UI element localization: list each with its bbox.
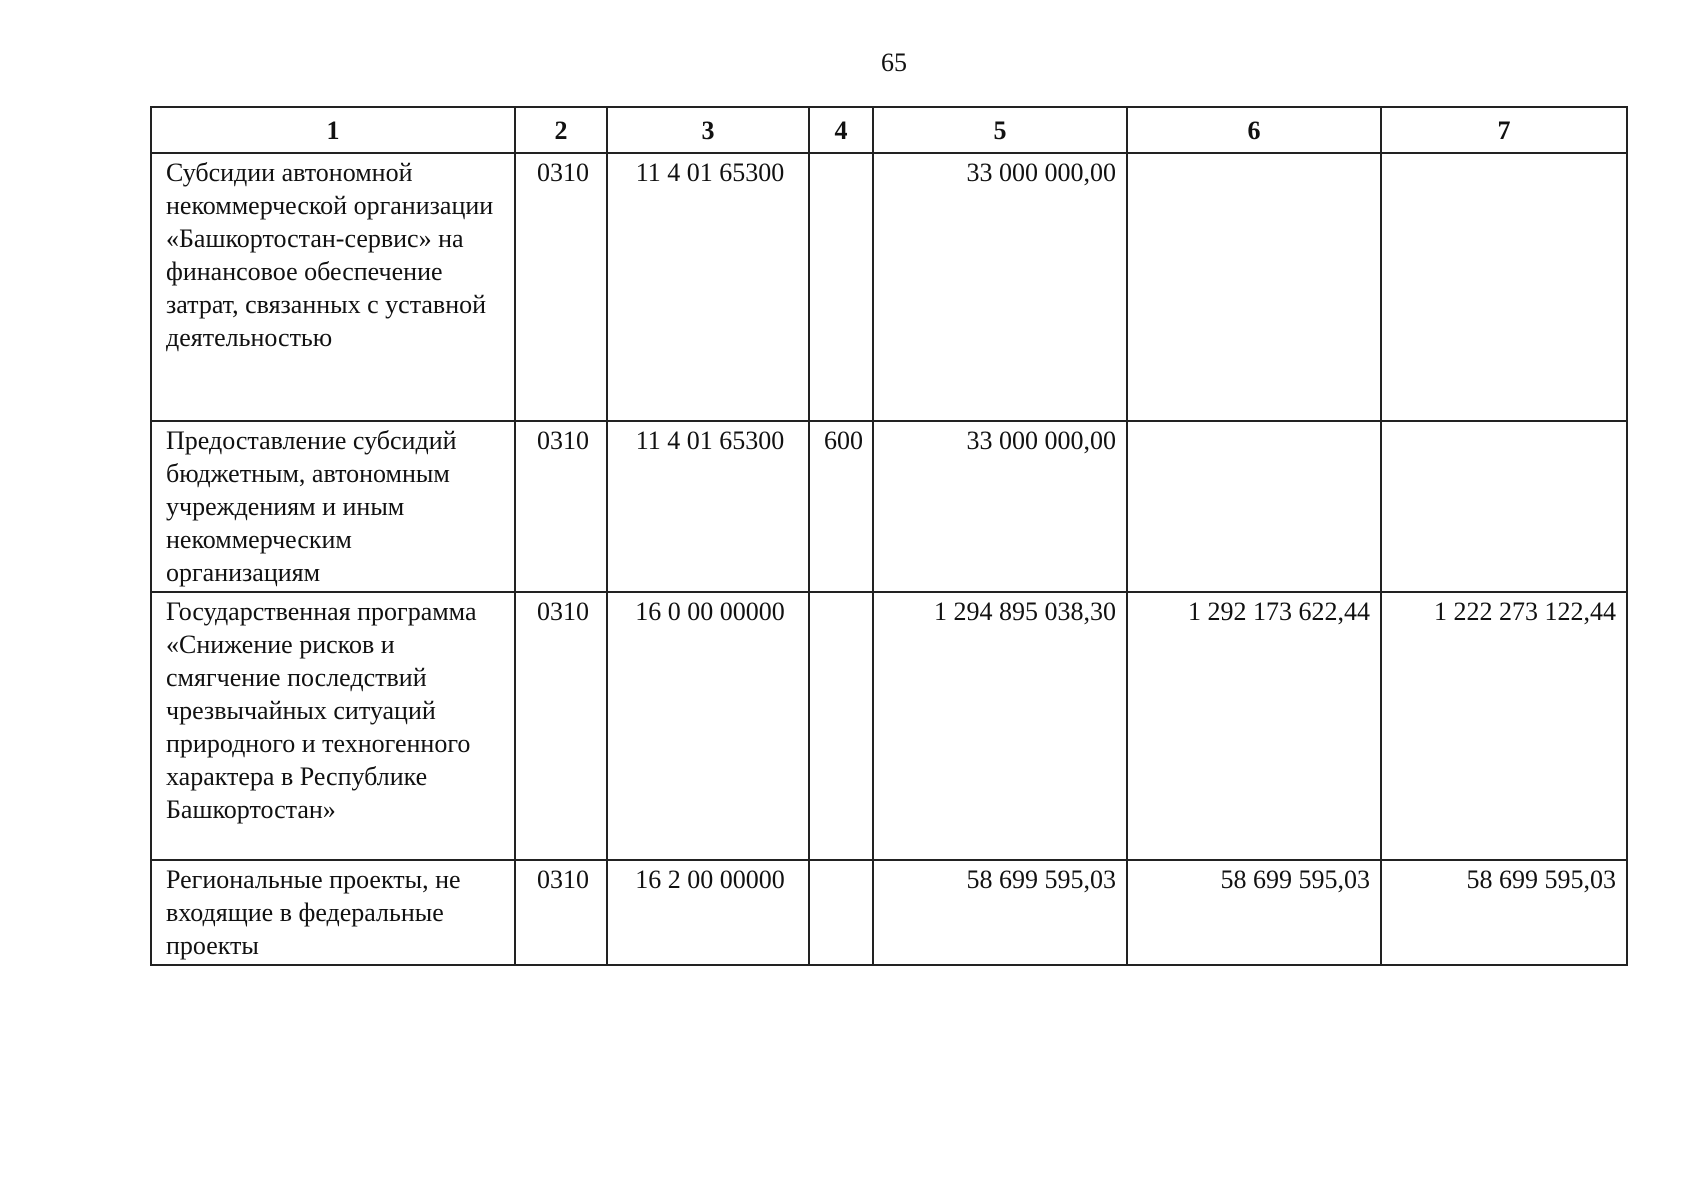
column-header: 3: [607, 107, 809, 153]
column-header: 2: [515, 107, 607, 153]
row-value-5: 58 699 595,03: [873, 860, 1127, 965]
row-target: 16 2 00 00000: [607, 860, 809, 965]
row-value-5: 33 000 000,00: [873, 421, 1127, 592]
row-section: 0310: [515, 592, 607, 860]
row-value-6: [1127, 421, 1381, 592]
row-value-6: 1 292 173 622,44: [1127, 592, 1381, 860]
row-value-7: [1381, 153, 1627, 421]
budget-table: [150, 106, 1628, 966]
table-row: [151, 153, 1627, 421]
row-expense-type: [809, 153, 873, 421]
column-header: 1: [151, 107, 515, 153]
row-expense-type: 600: [809, 421, 873, 592]
row-value-5: 33 000 000,00: [873, 153, 1127, 421]
row-section: 0310: [515, 153, 607, 421]
column-header: 6: [1127, 107, 1381, 153]
row-name: Региональные проекты, не входящие в федеральные проекты: [151, 860, 515, 965]
row-name: Предоставление субсидий бюджетным, автономным учреждениям и иным некоммерческим организациям: [151, 421, 515, 592]
row-value-7: 58 699 595,03: [1381, 860, 1627, 965]
row-target: 16 0 00 00000: [607, 592, 809, 860]
table-header-row: [151, 107, 1627, 153]
row-value-7: 1 222 273 122,44: [1381, 592, 1627, 860]
row-value-6: [1127, 153, 1381, 421]
row-section: 0310: [515, 421, 607, 592]
page-number: 65: [881, 48, 907, 77]
row-value-5: 1 294 895 038,30: [873, 592, 1127, 860]
column-header: 5: [873, 107, 1127, 153]
row-value-7: [1381, 421, 1627, 592]
row-value-6: 58 699 595,03: [1127, 860, 1381, 965]
row-section: 0310: [515, 860, 607, 965]
column-header: 7: [1381, 107, 1627, 153]
row-target: 11 4 01 65300: [607, 153, 809, 421]
column-header: 4: [809, 107, 873, 153]
row-expense-type: [809, 592, 873, 860]
row-expense-type: [809, 860, 873, 965]
row-target: 11 4 01 65300: [607, 421, 809, 592]
table-row: [151, 860, 1627, 965]
table-row: [151, 592, 1627, 860]
table-row: [151, 421, 1627, 592]
row-name: Государственная программа «Снижение рисков и смягчение последствий чрезвычайных ситуаций природного и техногенного характера в Республике Башкортостан»: [151, 592, 515, 860]
row-name: Субсидии автономной некоммерческой организации «Башкортостан-сервис» на финансовое обеспечение затрат, связанных с уставной деятельностью: [151, 153, 515, 421]
